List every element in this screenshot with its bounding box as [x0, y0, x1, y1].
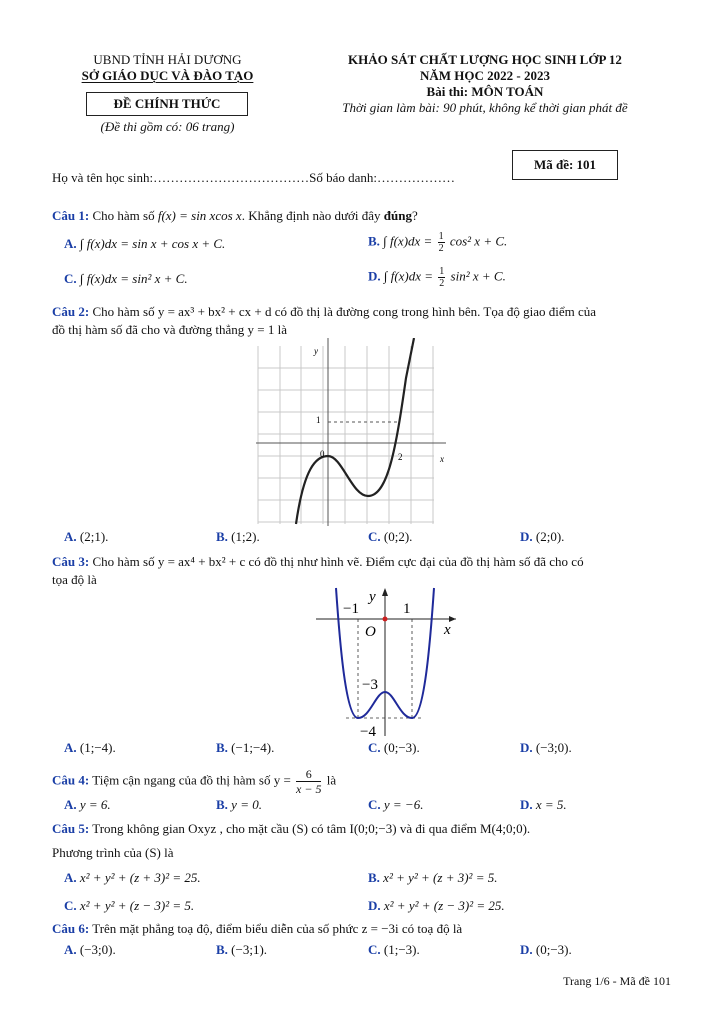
student-info-line: Họ và tên học sinh:………………………………Số báo danh:……………… — [52, 170, 455, 185]
q4-d-text: x = 5. — [535, 797, 567, 812]
q1-a-letter: A. — [64, 236, 77, 251]
q6-b-text: (−3;1). — [231, 942, 268, 957]
q6-b-letter: B. — [216, 942, 228, 957]
question-2 — [52, 302, 596, 321]
q4-b-letter: B. — [216, 797, 228, 812]
q2-b-letter: B. — [216, 529, 228, 544]
q5-a-text: x² + y² + (z + 3)² = 25. — [79, 870, 201, 885]
q3-line-2: tọa độ là — [52, 572, 97, 587]
q1-b-den: 2 — [438, 243, 444, 254]
q4-c-letter: C. — [368, 797, 381, 812]
q2-d-text: (2;0). — [535, 529, 565, 544]
exam-title: KHẢO SÁT CHẤT LƯỢNG HỌC SINH LỚP 12 — [348, 52, 622, 67]
q1-d-post: sin² x + C. — [450, 268, 506, 284]
q5-d-letter: D. — [368, 898, 381, 913]
q2-option-b[interactable] — [216, 529, 260, 545]
q2-a-text: (2;1). — [79, 529, 109, 544]
q2-option-a[interactable] — [64, 529, 108, 545]
subject: Bài thi: MÔN TOÁN — [426, 84, 544, 99]
question-4 — [52, 767, 336, 796]
time-note: Thời gian làm bài: 90 phút, không kể thời gian phát đề — [342, 100, 628, 115]
question-1 — [52, 206, 418, 225]
q4-text: Tiệm cận ngang của đồ thị hàm số y = — [92, 772, 291, 788]
q2-a-letter: A. — [64, 529, 77, 544]
q6-c-letter: C. — [368, 942, 381, 957]
q6-option-c[interactable] — [368, 942, 420, 958]
q1-a-text: ∫ f(x)dx = sin x + cos x + C. — [79, 236, 226, 251]
q3-option-a[interactable] — [64, 740, 116, 756]
q1-c-letter: C. — [64, 271, 77, 286]
q1-emphasis: đúng — [383, 208, 412, 223]
q5-line-1: Trong không gian Oxyz , cho mặt cầu (S) có tâm I(0;0;−3) và đi qua điểm M(4;0;0). — [92, 821, 531, 836]
q1-d-letter: D. — [368, 268, 381, 284]
q6-d-letter: D. — [520, 942, 533, 957]
q2-curve — [296, 338, 414, 524]
exam-code-box: Mã đề: 101 — [512, 150, 618, 180]
q5-option-d[interactable] — [368, 898, 505, 914]
q4-fraction — [296, 767, 321, 796]
q5-d-text: x² + y² + (z − 3)² = 25. — [383, 898, 505, 913]
question-3 — [52, 552, 584, 571]
q5-b-letter: B. — [368, 870, 380, 885]
q3-option-d[interactable] — [520, 740, 572, 756]
q2-option-c[interactable] — [368, 529, 412, 545]
q6-option-d[interactable] — [520, 942, 572, 958]
department-label: SỞ GIÁO DỤC VÀ ĐÀO TẠO — [81, 68, 254, 83]
q3-tick-neg1: −1 — [343, 601, 359, 617]
q1-b-letter: B. — [368, 233, 380, 249]
q1-option-a[interactable] — [64, 236, 225, 252]
q1-text-2: . Khẳng định nào dưới đây — [241, 208, 381, 223]
q4-a-text: y = 6. — [79, 797, 111, 812]
official-badge: ĐỀ CHÍNH THỨC — [86, 92, 248, 116]
q5-b-text: x² + y² + (z + 3)² = 5. — [383, 870, 498, 885]
q3-origin-label: O — [365, 624, 376, 640]
q6-label: Câu 6: — [52, 921, 90, 936]
q5-option-c[interactable] — [64, 898, 194, 914]
q2-c-letter: C. — [368, 529, 381, 544]
q4-text-2: là — [326, 772, 337, 788]
q2-b-text: (1;2). — [231, 529, 260, 544]
q3-x-label: x — [444, 622, 451, 638]
q2-line-2: đồ thị hàm số đã cho và đường thẳng y = 1 là — [52, 322, 287, 337]
q3-a-letter: A. — [64, 740, 77, 755]
page-footer: Trang 1/6 - Mã đề 101 — [563, 974, 671, 988]
q6-a-letter: A. — [64, 942, 77, 957]
q4-den: x − 5 — [296, 782, 322, 796]
q4-option-c[interactable] — [368, 797, 423, 813]
q4-option-a[interactable] — [64, 797, 111, 813]
q6-a-text: (−3;0). — [79, 942, 116, 957]
q3-option-b[interactable] — [216, 740, 274, 756]
q2-d-letter: D. — [520, 529, 533, 544]
q5-a-letter: A. — [64, 870, 77, 885]
q1-b-post: cos² x + C. — [449, 233, 508, 249]
q1-option-c[interactable] — [64, 271, 188, 287]
q1-d-fraction — [438, 266, 445, 289]
q2-tick-0: 0 — [320, 449, 325, 459]
q5-line-2: Phương trình của (S) là — [52, 845, 174, 860]
q4-c-text: y = −6. — [383, 797, 424, 812]
header-right — [300, 52, 670, 116]
q4-label: Câu 4: — [52, 772, 90, 788]
school-year: NĂM HỌC 2022 - 2023 — [420, 68, 550, 83]
q4-option-d[interactable] — [520, 797, 567, 813]
q1-option-b[interactable] — [368, 231, 507, 254]
pages-note: (Đề thi gồm có: 06 trang) — [100, 119, 235, 134]
q2-label: Câu 2: — [52, 304, 90, 319]
q2-tick-1: 1 — [316, 415, 321, 425]
q3-tick-neg3: −3 — [362, 677, 378, 693]
q4-num: 6 — [296, 767, 321, 782]
q3-tick-1: 1 — [403, 601, 411, 617]
q2-c-text: (0;2). — [383, 529, 413, 544]
q3-graph — [316, 586, 456, 738]
q1-c-text: ∫ f(x)dx = sin² x + C. — [79, 271, 188, 286]
q5-option-a[interactable] — [64, 870, 201, 886]
q3-tick-neg4: −4 — [360, 724, 376, 738]
q5-label: Câu 5: — [52, 821, 90, 836]
q3-y-label: y — [369, 589, 376, 605]
q2-option-d[interactable] — [520, 529, 564, 545]
q3-a-text: (1;−4). — [79, 740, 116, 755]
q1-b-fraction — [438, 231, 445, 254]
q2-graph — [256, 338, 456, 526]
q4-a-letter: A. — [64, 797, 77, 812]
q1-label: Câu 1: — [52, 208, 90, 223]
q1-option-d[interactable] — [368, 266, 506, 289]
q1-text: Cho hàm số — [92, 208, 155, 223]
q2-y-label: y — [314, 346, 318, 356]
q3-origin-marker — [383, 617, 388, 622]
q4-d-letter: D. — [520, 797, 533, 812]
q4-option-b[interactable] — [216, 797, 262, 813]
q2-tick-2: 2 — [398, 452, 403, 462]
q1-function: f(x) = sin xcos x — [157, 208, 242, 223]
q3-d-text: (−3;0). — [535, 740, 572, 755]
q3-y-arrow — [382, 588, 388, 596]
q6-d-text: (0;−3). — [535, 942, 572, 957]
q1-d-den: 2 — [439, 278, 445, 289]
q1-d-pre: ∫ f(x)dx = — [383, 268, 434, 284]
question-6 — [52, 919, 462, 938]
q6-option-a[interactable] — [64, 942, 116, 958]
q3-c-letter: C. — [368, 740, 381, 755]
q3-option-c[interactable] — [368, 740, 420, 756]
q1-b-num: 1 — [438, 231, 444, 242]
province-label: UBND TỈNH HẢI DƯƠNG — [93, 52, 242, 67]
q1-d-num: 1 — [439, 266, 445, 277]
q6-line-1: Trên mặt phẳng toạ độ, điểm biểu diễn của số phức z = −3i có toạ độ là — [92, 921, 463, 936]
q2-x-label: x — [440, 454, 444, 464]
q1-end: ? — [411, 208, 418, 223]
q4-b-text: y = 0. — [231, 797, 262, 812]
q5-c-text: x² + y² + (z − 3)² = 5. — [79, 898, 195, 913]
q6-c-text: (1;−3). — [383, 942, 420, 957]
q3-c-text: (0;−3). — [383, 740, 420, 755]
question-5 — [52, 819, 530, 838]
q3-b-letter: B. — [216, 740, 228, 755]
q1-b-pre: ∫ f(x)dx = — [383, 233, 433, 249]
q5-c-letter: C. — [64, 898, 77, 913]
q6-option-b[interactable] — [216, 942, 267, 958]
q3-label: Câu 3: — [52, 554, 90, 569]
q5-option-b[interactable] — [368, 870, 497, 886]
header-left — [60, 52, 275, 84]
q3-line-1: Cho hàm số y = ax⁴ + bx² + c có đồ thị như hình vẽ. Điểm cực đại của đồ thị hàm số đã cho có — [92, 554, 584, 569]
q2-line-1: Cho hàm số y = ax³ + bx² + cx + d có đồ thị là đường cong trong hình bên. Tọa độ giao điểm của — [92, 304, 597, 319]
q3-b-text: (−1;−4). — [231, 740, 275, 755]
q3-d-letter: D. — [520, 740, 533, 755]
